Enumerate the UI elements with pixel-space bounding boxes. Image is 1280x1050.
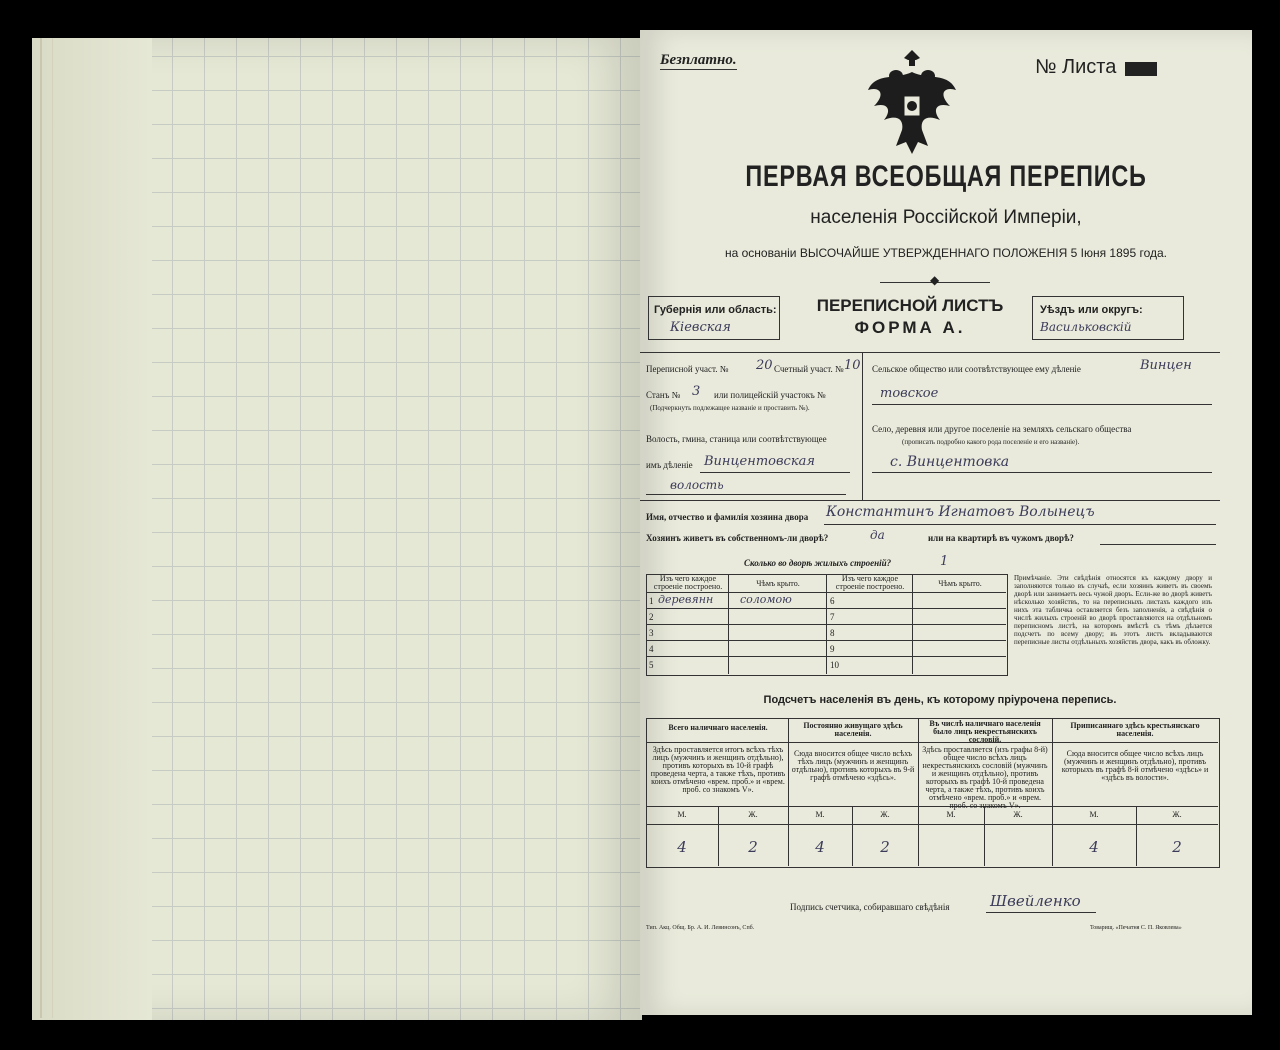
- form-title: ПЕРВАЯ ВСЕОБЩАЯ ПЕРЕПИСЬ: [745, 160, 1147, 193]
- census-section-value: 20: [756, 358, 773, 373]
- building-row-number: 10: [830, 660, 839, 670]
- building-row-material: деревянн: [658, 593, 714, 606]
- female-label: Ж.: [748, 810, 758, 819]
- building-row-number: 2: [649, 612, 654, 622]
- buildings-material-header: Изъ чего каждое строеніе построено.: [653, 574, 723, 591]
- buildings-rule-4: [646, 656, 1006, 657]
- buildings-rule-3: [646, 640, 1006, 641]
- count-section-label: Счетный участ. №: [774, 364, 844, 374]
- building-row-number: 6: [830, 596, 835, 606]
- buildings-label: Сколько во дворѣ жилыхъ строеній?: [744, 558, 892, 568]
- female-label: Ж.: [880, 810, 890, 819]
- volost-value-line1: Винцентовская: [704, 454, 815, 469]
- form-subtitle: населенія Россійской Имперіи,: [810, 207, 1082, 228]
- owner-name-underline: [824, 524, 1216, 525]
- location-divider: [862, 352, 863, 500]
- printer-right: Товарищ. «Печатня С. П. Яковлева»: [1090, 925, 1182, 931]
- population-col-desc: Здѣсь проставляется итогъ всѣхъ тѣхъ лицъ (мужчинъ и женщинъ отдѣльно), противъ которыхъ въ 10-й графѣ проведена черта, а также тѣхъ, противъ коихъ отмѣчено «врем. проб.» и «врем. проб. со знакомъ V».: [650, 745, 786, 794]
- province-value: Кіевская: [670, 320, 731, 335]
- buildings-rule-2: [646, 624, 1006, 625]
- stan-value: 3: [692, 384, 701, 399]
- signature-value: Швейленко: [990, 892, 1081, 910]
- police-section-label: или полицейскій участокъ №: [714, 390, 826, 400]
- form-basis: на основаніи ВЫСОЧАЙШЕ УТВЕРЖДЕННАГО ПОЛОЖЕНІЯ 5 Іюня 1895 года.: [724, 246, 1167, 260]
- sheet-number-label: № Листа: [1035, 56, 1117, 78]
- building-row-number: 9: [830, 644, 835, 654]
- population-value-female: 2: [748, 838, 758, 856]
- building-row-number: 8: [830, 628, 835, 638]
- population-col-desc: Сюда вносится общее число всѣхъ лицъ (мужчинъ и женщинъ отдѣльно), противъ которыхъ въ графѣ 8-й отмѣчено «здѣсь» и «здѣсь въ волости».: [1061, 749, 1209, 782]
- buildings-material-header-2: Изъ чего каждое строеніе построено.: [835, 574, 905, 591]
- district-label: Уѣздъ или округъ:: [1040, 304, 1143, 316]
- printer-left: Тип. Акц. Общ. Бр. А. И. Левинсонъ, Спб.: [646, 925, 755, 931]
- male-label: М.: [677, 810, 687, 819]
- ornament-icon: ◆: [930, 273, 940, 287]
- province-label: Губернія или область:: [654, 304, 777, 316]
- building-row-number: 7: [830, 612, 835, 622]
- buildings-roof-header: Чѣмъ крыто.: [756, 579, 800, 588]
- underline-note: (Подчеркнуть подлежащее названіе и проставить №).: [650, 404, 810, 412]
- population-value-male: 4: [1089, 838, 1099, 856]
- owner-top-rule: [640, 500, 1220, 501]
- population-value-female: 2: [1172, 838, 1182, 856]
- form-name-line2: ФОРМА А.: [854, 318, 966, 337]
- society-value-line2: товское: [880, 386, 939, 401]
- village-note: (прописать подробно какого рода поселеніе и его названіе).: [902, 438, 1080, 446]
- pop-col-sep-2: [918, 718, 919, 866]
- form-name-line1: ПЕРЕПИСНОЙ ЛИСТЪ: [816, 296, 1004, 315]
- female-label: Ж.: [1172, 810, 1182, 819]
- building-row-roof: соломою: [740, 593, 792, 606]
- volost-value-line2: волость: [670, 478, 724, 492]
- signature-label: Подпись счетчика, собиравшаго свѣдѣнія: [790, 902, 950, 912]
- population-col-desc: Здѣсь проставляется (изъ графы 8-й) общее число всѣхъ лицъ некрестьянскихъ сословій (мужчинъ и женщинъ отдѣльно), противъ которыхъ въ графѣ 10-й проведена черта, а также тѣхъ, противъ коихъ отмѣчено «врем. проб.» и «врем. проб. со знакомъ V».: [922, 745, 1048, 810]
- census-form-page: [640, 30, 1252, 1015]
- district-value: Васильковскій: [1040, 320, 1132, 334]
- buildings-value: 1: [940, 554, 949, 569]
- population-col-title: Всего наличнаго населенія.: [668, 723, 768, 732]
- village-value: с. Винцентовка: [890, 454, 1010, 470]
- buildings-rule-1: [646, 608, 1006, 609]
- census-section-label: Переписной участ. №: [646, 364, 729, 374]
- rented-label: или на квартирѣ въ чужомъ дворѣ?: [928, 533, 1074, 543]
- stan-label: Станъ №: [646, 390, 681, 400]
- village-label: Село, деревня или другое поселеніе на земляхъ сельскаго общества: [872, 424, 1132, 434]
- signature-underline: [986, 912, 1096, 913]
- free-label: Безплатно.: [660, 52, 737, 68]
- female-label: Ж.: [1013, 810, 1023, 819]
- rented-underline: [1100, 544, 1216, 545]
- society-label: Сельское общество или соотвѣтствующее ему дѣленіе: [872, 364, 1081, 374]
- society-value-line1: Винцен: [1140, 358, 1192, 373]
- left-page-blank: [32, 38, 642, 1020]
- population-heading: Подсчетъ населенія въ день, къ которому пріурочена перепись.: [763, 694, 1117, 706]
- building-row-number: 5: [649, 660, 654, 670]
- own-yard-label: Хозяинъ живетъ въ собственномъ-ли дворѣ?: [646, 533, 829, 543]
- owner-name-value: Константинъ Игнатовъ Волынецъ: [826, 504, 1095, 520]
- volost-label-line1: Волость, гмина, станица или соотвѣтствующее: [646, 434, 827, 444]
- population-value-male: 4: [677, 838, 687, 856]
- population-col-title: Приписаннаго здѣсь крестьянскаго населенія.: [1070, 721, 1200, 738]
- village-underline: [872, 472, 1212, 473]
- building-row-number: 4: [649, 644, 654, 654]
- building-row-number: 1: [649, 596, 654, 606]
- population-col-title: Въ числѣ наличнаго населенія было лицъ некрестьянскихъ сословій.: [929, 719, 1041, 744]
- volost-label-line2: имъ дѣленіе: [646, 460, 693, 470]
- volost-underline: [700, 472, 850, 473]
- own-yard-value: да: [870, 528, 885, 542]
- buildings-roof-header-2: Чѣмъ крыто.: [938, 579, 982, 588]
- count-section-value: 10: [844, 358, 861, 373]
- population-col-title: Постоянно живущаго здѣсь населенія.: [803, 721, 903, 738]
- male-label: М.: [815, 810, 825, 819]
- population-value-male: 4: [815, 838, 825, 856]
- imperial-eagle-icon: [866, 50, 958, 160]
- male-label: М.: [1089, 810, 1099, 819]
- population-col-desc: Сюда вносится общее число всѣхъ тѣхъ лицъ (мужчинъ и женщинъ отдѣльно), противъ которыхъ въ 9-й графѣ отмѣчено «здѣсь».: [791, 749, 915, 782]
- building-row-number: 3: [649, 628, 654, 638]
- owner-name-label: Имя, отчество и фамилія хозяина двора: [646, 512, 809, 522]
- sheet-number-value: [1125, 62, 1157, 76]
- pop-mf-rule: [646, 824, 1218, 825]
- male-label: М.: [946, 810, 956, 819]
- population-value-female: 2: [880, 838, 890, 856]
- volost-underline-2: [646, 494, 846, 495]
- buildings-note: Примѣчаніе. Эти свѣдѣнія относятся къ каждому двору и заполняются только въ случаѣ, если хозяинъ живетъ въ своемъ дворѣ или занимаетъ весь чужой дворъ. Если-же во дворѣ живетъ нѣсколько хозяйствъ, то на переписныхъ листахъ каждого изъ нихъ эта табличка оставляется безъ заполненія, а свѣдѣнія о числѣ жилыхъ строеній во дворѣ проставляются на отдѣльномъ переписномъ листѣ, на которомъ вмѣстѣ съ тѣмъ дѣлается подсчетъ по всему двору; въ этотъ листъ вкладываются переписные листы отдѣльныхъ хозяйствъ двора, какъ въ обложку.: [1014, 574, 1212, 646]
- society-underline: [872, 404, 1212, 405]
- page-edge: [40, 38, 53, 1018]
